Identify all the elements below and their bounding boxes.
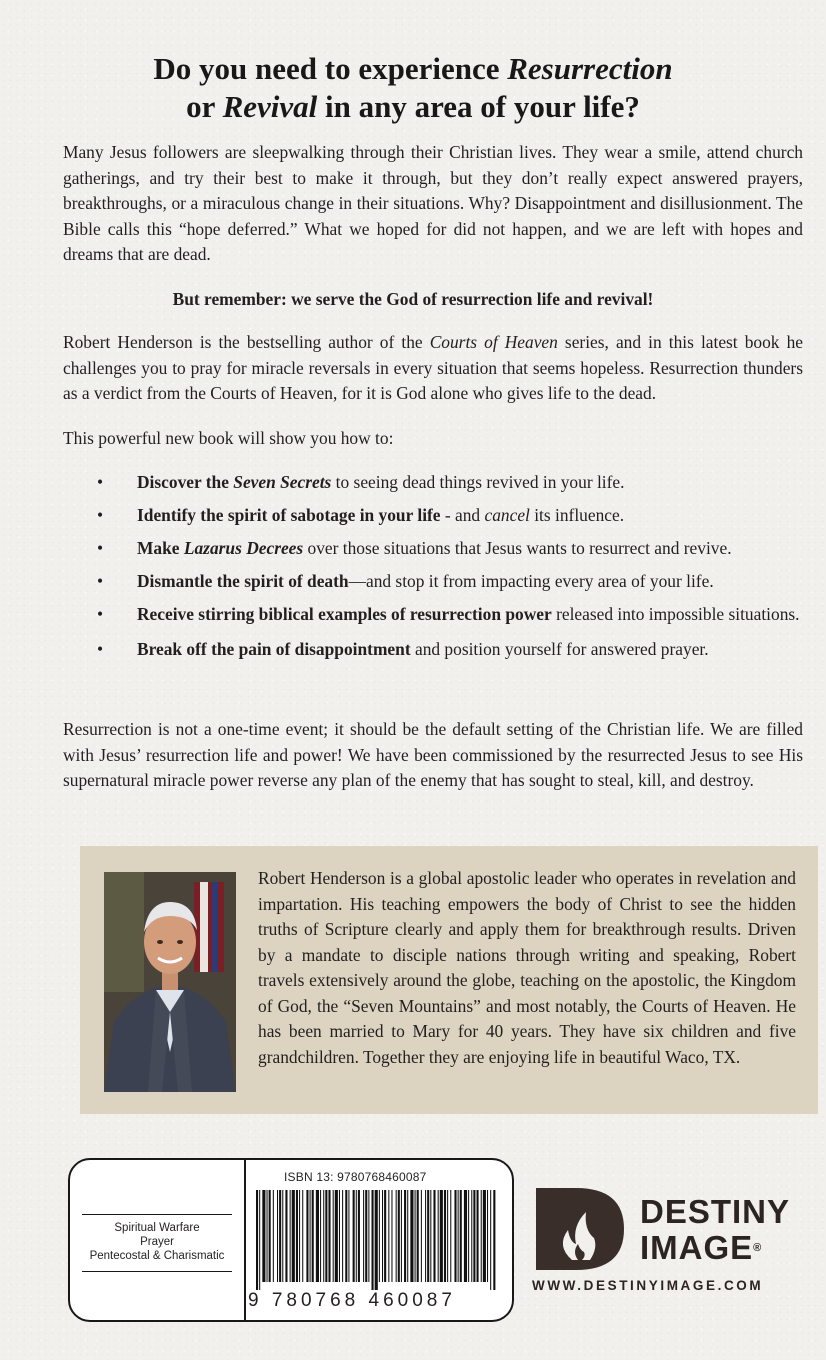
barcode-bar: [430, 1190, 431, 1282]
barcode-bar: [391, 1190, 392, 1282]
list-item: [63, 470, 803, 495]
barcode-bar: [310, 1190, 311, 1282]
headline-line-1: [0, 50, 826, 88]
barcode-bar: [335, 1190, 338, 1282]
author-portrait-illustration: [104, 872, 236, 1092]
isbn-label: ISBN 13: 9780768460087: [284, 1170, 427, 1184]
barcode-bar: [477, 1190, 479, 1282]
bullet-text: released into impossible situations.: [551, 604, 800, 624]
headline-text: in any area of your life?: [317, 89, 640, 124]
barcode-bar: [450, 1190, 451, 1282]
bullet-text: over those situations that Jesus wants to resurrect and revive.: [303, 538, 732, 558]
barcode-bar: [345, 1190, 347, 1282]
barcode-bar: [481, 1190, 482, 1282]
barcode-bar: [342, 1190, 343, 1282]
barcode-card: [68, 1158, 514, 1322]
barcode-bar: [348, 1190, 349, 1282]
callout-line: But remember: we serve the God of resurrection life and revival!: [172, 289, 654, 309]
barcode-bar: [282, 1190, 283, 1282]
barcode-bar: [401, 1190, 402, 1282]
bullet-icon: •: [97, 472, 104, 492]
barcode-bar: [471, 1190, 472, 1282]
publisher-name-text: IMAGE: [640, 1229, 754, 1266]
barcode-bar: [483, 1190, 486, 1282]
barcode-bar: [292, 1190, 295, 1282]
closing-paragraph: Resurrection is not a one-time event; it should be the default setting of the Christian life. We are filled with Jesus’ resurrection life and power! We have been commissioned by the resurrected Jesus to see His supernatural miracle power reverse any plan of the enemy that has sought to steal, kill, and destroy.: [63, 719, 803, 790]
list-item: [63, 637, 803, 662]
barcode-bar: [306, 1190, 308, 1282]
barcode-bar: [372, 1190, 374, 1290]
publisher-name-line-2: [640, 1230, 790, 1266]
barcode-bar: [454, 1190, 456, 1282]
barcode-bar: [358, 1190, 360, 1282]
benefit-list: [63, 470, 803, 670]
barcode-bar: [458, 1190, 459, 1282]
bullet-bold: Make: [137, 538, 184, 558]
barcode-bar: [415, 1190, 416, 1282]
barcode-bar: [320, 1190, 321, 1282]
author-bio-text: Robert Henderson is a global apostolic leader who operates in revelation and impartation. His teaching empowers the body of Christ to see the hidden truths of Scripture clearly and apply them for breakthrough results. Driven by a mandate to disciple nations through writing and speaking, Robert travels extensively around the globe, teaching on the apostolic, the Kingdom of God, the “Seven Mountains” and most notably, the Courts of Heaven. He has been married to Mary for 40 years. They have six children and five grandchildren. Together they are enjoying life in beautiful Waco, TX.: [258, 868, 796, 1067]
barcode-bar: [302, 1190, 303, 1282]
barcode-bar: [279, 1190, 281, 1282]
series-title: Courts of Heaven: [429, 332, 558, 352]
headline-emphasis: Resurrection: [507, 51, 673, 86]
category-box: [70, 1160, 246, 1320]
barcode-bar: [328, 1190, 330, 1282]
bullet-text: its influence.: [529, 505, 625, 525]
list-item: [63, 569, 803, 594]
barcode-bar: [375, 1190, 378, 1290]
barcode-bar: [417, 1190, 419, 1282]
barcode-graphic: [252, 1190, 500, 1290]
bullet-icon: •: [97, 571, 104, 591]
barcode-bar: [421, 1190, 422, 1282]
barcode-bar: [398, 1190, 400, 1282]
category-item: Prayer: [140, 1236, 174, 1248]
bullet-text: to seeing dead things revived in your life.: [331, 472, 625, 492]
barcode-bar: [267, 1190, 268, 1282]
barcode-bar: [444, 1190, 446, 1282]
publisher-name-line-1: DESTINY: [640, 1193, 791, 1230]
bullet-bold: Identify the spirit of sabotage in your life: [137, 505, 441, 525]
category-item: Spiritual Warfare: [114, 1222, 200, 1234]
barcode-bar: [410, 1190, 413, 1282]
list-item: [63, 536, 803, 561]
bullet-text: —and stop it from impacting every area of your life.: [348, 571, 714, 591]
publisher-url: WWW.DESTINYIMAGE.COM: [532, 1278, 764, 1293]
registered-mark: ®: [753, 1242, 763, 1254]
list-item: [63, 602, 803, 627]
barcode-bar: [363, 1190, 364, 1282]
bullet-icon: •: [97, 538, 104, 558]
author-paragraph: [63, 330, 803, 407]
barcode-bar: [396, 1190, 397, 1282]
barcode-bar: [407, 1190, 408, 1282]
barcode-bar: [487, 1190, 488, 1282]
category-list: [82, 1214, 232, 1272]
barcode-bar: [259, 1190, 260, 1290]
barcode-bar: [490, 1190, 491, 1290]
barcode-bar: [382, 1190, 383, 1282]
publisher-name: [640, 1194, 790, 1266]
barcode-bar: [269, 1190, 271, 1282]
headline-text: Do you need to experience: [153, 51, 508, 86]
bullet-icon: •: [97, 639, 104, 659]
barcode-bar: [447, 1190, 448, 1282]
bullet-icon: •: [97, 604, 104, 624]
author-paragraph-text: Robert Henderson is the bestselling author of the: [63, 332, 430, 352]
barcode-bar: [273, 1190, 274, 1282]
bullet-icon: •: [97, 505, 104, 525]
barcode-digits: 9 780768 460087: [248, 1290, 456, 1311]
bullet-bold: Break off the pain of disappointment: [137, 639, 411, 659]
barcode-bar: [388, 1190, 389, 1282]
barcode-bar: [379, 1190, 380, 1282]
bullet-bold-italic: Lazarus Decrees: [183, 538, 304, 558]
list-item: [63, 503, 803, 528]
headline-text: or: [186, 89, 223, 124]
publisher-block: [532, 1186, 812, 1296]
barcode-bar: [290, 1190, 291, 1282]
barcode-bar: [339, 1190, 340, 1282]
barcode-bar: [473, 1190, 475, 1282]
bullet-bold: Receive stirring biblical examples of resurrection power: [137, 604, 552, 624]
barcode-bar: [427, 1190, 429, 1282]
barcode-bar: [468, 1190, 469, 1282]
bullet-text: - and: [440, 505, 485, 525]
bullet-bold-italic: Seven Secrets: [233, 472, 332, 492]
barcode-bar: [404, 1190, 406, 1282]
author-bio-box: [80, 846, 818, 1114]
author-paragraph-text: series, and in this latest book he challenges you to pray for miracle reversals in every situation that seems hopeless. Resurrection thunders as a verdict from the Courts of Heaven, for it is God alone who gives life to the dead.: [63, 332, 803, 403]
bullet-bold: Discover the: [137, 472, 234, 492]
barcode-bar: [323, 1190, 324, 1282]
bullet-bold: Dismantle the spirit of death: [137, 571, 349, 591]
barcode-bar: [384, 1190, 386, 1282]
barcode-bar: [365, 1190, 367, 1282]
intro-paragraph: Many Jesus followers are sleepwalking through their Christian lives. They wear a smile, attend church gatherings, and try their best to make it through, but they don’t really expect answered prayers, breakthroughs, or a miraculous change in their situations. Why? Disappointment and disillusionment. The Bible calls this “hope deferred.” What we hoped for did not happen, and we are left with hopes and dreams that are dead.: [63, 142, 803, 264]
barcode-bar: [277, 1190, 278, 1282]
bullet-italic: cancel: [484, 505, 530, 525]
headline-emphasis: Revival: [222, 89, 318, 124]
headline: [0, 50, 826, 126]
barcode-bar: [368, 1190, 369, 1282]
barcode-bar: [296, 1190, 298, 1282]
author-photo: [104, 872, 236, 1092]
barcode-bar: [285, 1190, 287, 1282]
barcode-bar: [325, 1190, 327, 1282]
barcode-bar: [460, 1190, 462, 1282]
barcode-bar: [353, 1190, 355, 1282]
list-intro: This powerful new book will show you how to:: [63, 428, 394, 448]
barcode-bar: [356, 1190, 357, 1282]
barcode-bar: [333, 1190, 334, 1282]
headline-line-2: [0, 88, 826, 126]
barcode-bar: [440, 1190, 443, 1282]
bullet-text: and position yourself for answered prayer.: [410, 639, 709, 659]
barcode-bar: [493, 1190, 495, 1290]
barcode-bar: [316, 1190, 319, 1282]
barcode-bar: [256, 1190, 258, 1290]
destiny-image-logo-icon: [532, 1186, 628, 1272]
barcode-bar: [262, 1190, 265, 1282]
barcode-bar: [425, 1190, 426, 1282]
barcode-bar: [433, 1190, 435, 1282]
category-item: Pentecostal & Charismatic: [89, 1250, 225, 1262]
barcode-bar: [438, 1190, 439, 1282]
barcode-bar: [299, 1190, 300, 1282]
barcode-bar: [312, 1190, 314, 1282]
barcode-bar: [464, 1190, 467, 1282]
